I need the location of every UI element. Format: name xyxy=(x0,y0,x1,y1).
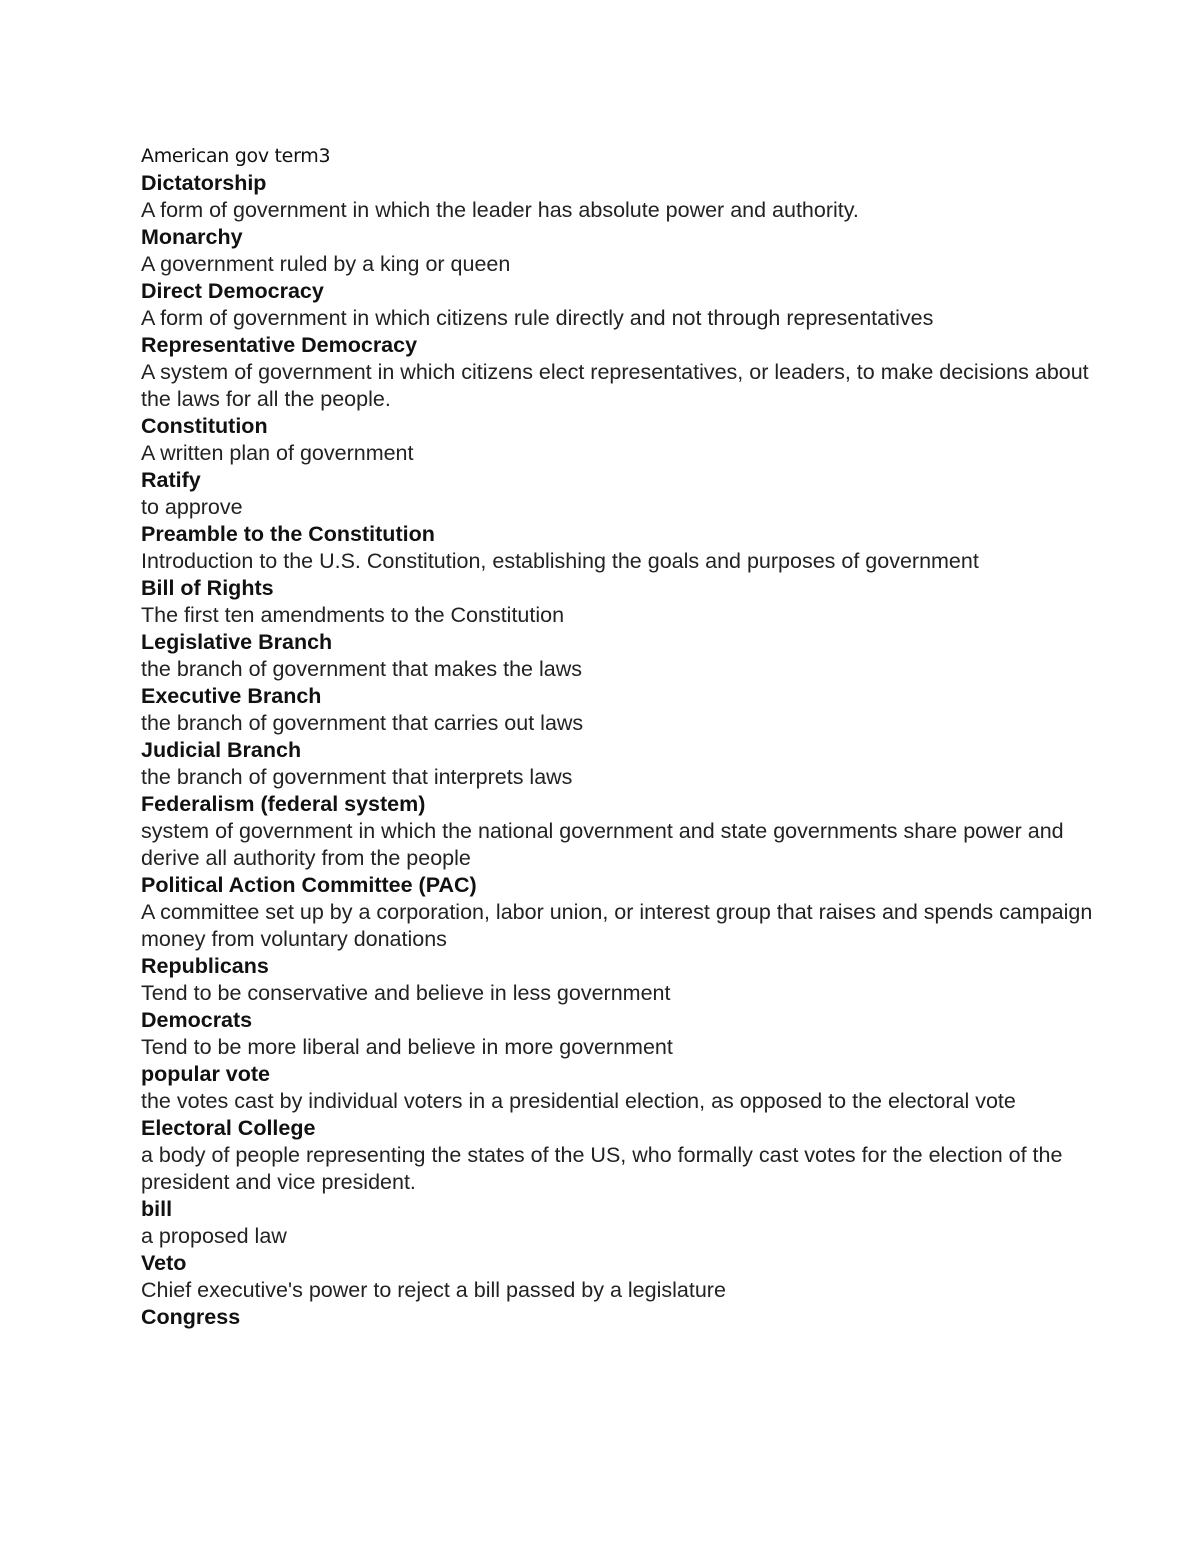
term-direct-democracy: Direct Democracy xyxy=(141,279,324,303)
term-electoral-college: Electoral College xyxy=(141,1116,316,1140)
definition-federalism: system of government in which the national government and state governments share power and derive all authority from the people xyxy=(141,819,1064,870)
term-democrats: Democrats xyxy=(141,1008,253,1032)
term-monarchy: Monarchy xyxy=(141,225,243,249)
definition-monarchy: A government ruled by a king or queen xyxy=(141,252,511,276)
term-federalism: Federalism (federal system) xyxy=(141,792,426,816)
definition-judicial-branch: the branch of government that interprets laws xyxy=(141,765,573,789)
definition-pac: A committee set up by a corporation, labor union, or interest group that raises and spends campaign money from voluntary donations xyxy=(141,900,1093,951)
term-constitution: Constitution xyxy=(141,414,268,438)
definition-direct-democracy: A form of government in which citizens rule directly and not through representatives xyxy=(141,306,934,330)
term-preamble: Preamble to the Constitution xyxy=(141,522,435,546)
term-popular-vote: popular vote xyxy=(141,1062,271,1086)
term-congress: Congress xyxy=(141,1305,241,1329)
term-legislative-branch: Legislative Branch xyxy=(141,630,333,654)
term-republicans: Republicans xyxy=(141,954,269,978)
definition-electoral-college: a body of people representing the states of the US, who formally cast votes for the election of the president and vice president. xyxy=(141,1143,1063,1194)
definition-constitution: A written plan of government xyxy=(141,441,414,465)
definition-executive-branch: the branch of government that carries out laws xyxy=(141,711,584,735)
document-title: American gov term3 xyxy=(141,145,331,167)
definition-democrats: Tend to be more liberal and believe in more government xyxy=(141,1035,673,1059)
term-bill-of-rights: Bill of Rights xyxy=(141,576,274,600)
definition-ratify: to approve xyxy=(141,495,243,519)
definition-popular-vote: the votes cast by individual voters in a presidential election, as opposed to the electoral vote xyxy=(141,1089,1016,1113)
definition-dictatorship: A form of government in which the leader has absolute power and authority. xyxy=(141,198,859,222)
definition-bill-of-rights: The first ten amendments to the Constitution xyxy=(141,603,565,627)
term-veto: Veto xyxy=(141,1251,187,1275)
definition-republicans: Tend to be conservative and believe in less government xyxy=(141,981,671,1005)
definition-bill: a proposed law xyxy=(141,1224,287,1248)
term-bill: bill xyxy=(141,1197,173,1221)
term-representative-democracy: Representative Democracy xyxy=(141,333,418,357)
term-executive-branch: Executive Branch xyxy=(141,684,322,708)
document-page xyxy=(141,143,1101,1331)
definition-representative-democracy: A system of government in which citizens elect representatives, or leaders, to make decisions about the laws for all the people. xyxy=(141,360,1089,411)
definition-legislative-branch: the branch of government that makes the laws xyxy=(141,657,582,681)
term-ratify: Ratify xyxy=(141,468,201,492)
definition-preamble: Introduction to the U.S. Constitution, establishing the goals and purposes of government xyxy=(141,549,979,573)
term-judicial-branch: Judicial Branch xyxy=(141,738,302,762)
definition-veto: Chief executive's power to reject a bill passed by a legislature xyxy=(141,1278,726,1302)
glossary-list xyxy=(141,170,1101,1331)
term-pac: Political Action Committee (PAC) xyxy=(141,873,477,897)
term-dictatorship: Dictatorship xyxy=(141,171,267,195)
